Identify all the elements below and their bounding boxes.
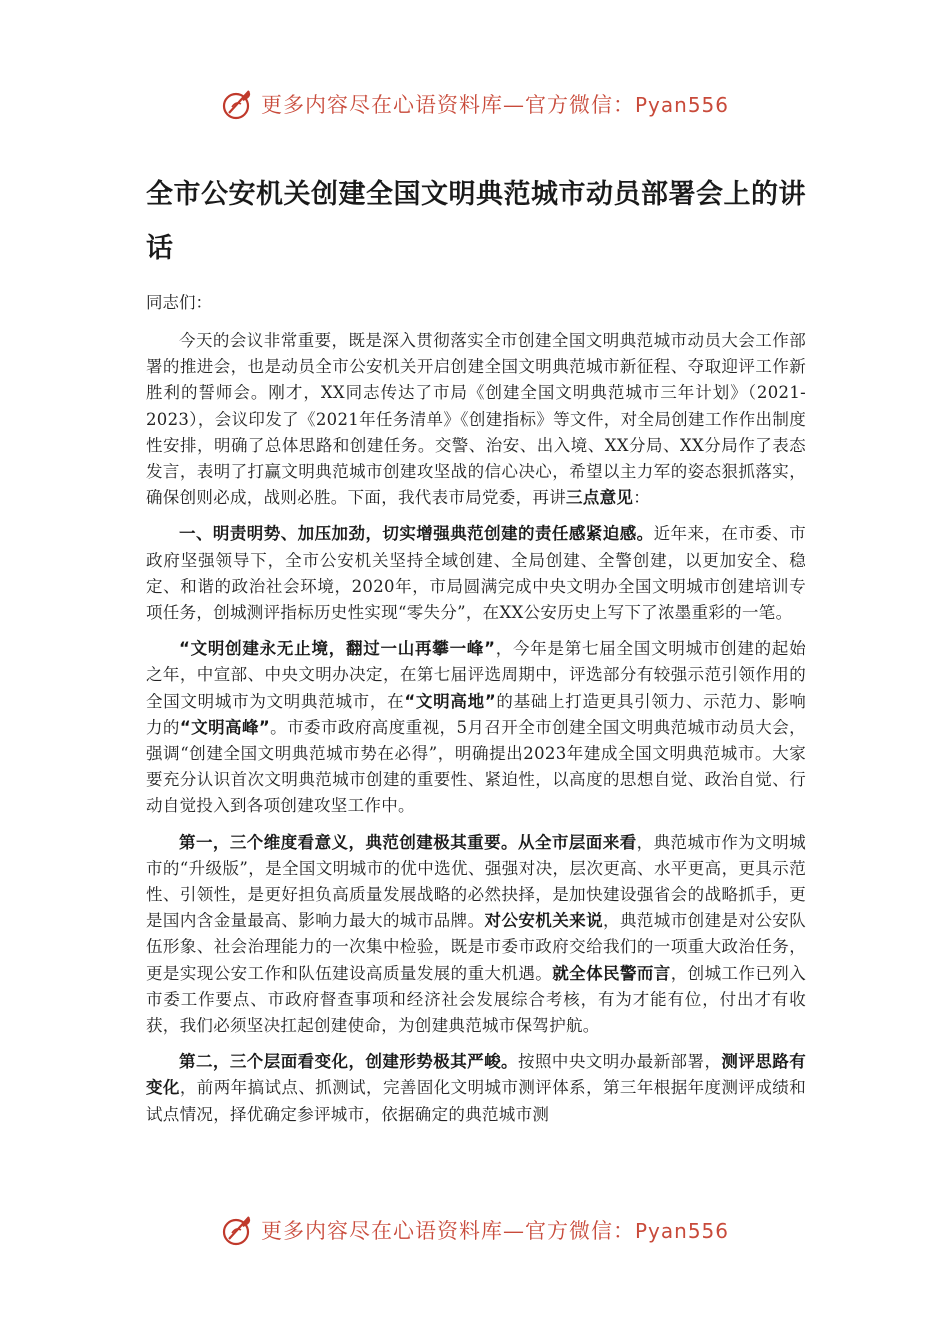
bold-text: 三点意见	[566, 488, 634, 508]
banner-wechat-id: Pyan556	[634, 1219, 729, 1243]
banner-text	[261, 89, 729, 119]
text-run: ，今年是第七届全国文明城市创建的起始之年，中宣部、中央文明办决定，在第七届评选周期中，评选部分有较强示范引领作用的全国文明城市为文明典范城市，在	[146, 639, 807, 711]
paragraph	[146, 1049, 806, 1128]
document-body	[146, 168, 806, 1128]
greeting: 同志们：	[146, 293, 212, 312]
text-run: ，前两年搞试点、抓测试，完善固化文明城市测评体系，第三年根据年度测评成绩和试点情况，择优确定参评城市，依据确定的典范城市测	[146, 1078, 806, 1124]
quill-logo-icon	[221, 87, 255, 121]
text-run: ，典范城市创建是对公安队伍形象、社会治理能力的一次集中检验，既是市委市政府交给我们的一项重大政治任务，更是实现公安工作和队伍建设高质量发展的重大机遇。	[146, 911, 806, 983]
bold-text: 一、明责明势、加压加劲，切实增强典范创建的责任感紧迫感。	[179, 524, 654, 544]
text-run: 按照中央文明办最新部署，	[518, 1052, 722, 1072]
banner-label: 更多内容尽在心语资料库—官方微信：	[260, 1219, 635, 1243]
text-run: 的基础上打造更具引领力、示范力、影响力的	[146, 691, 806, 737]
bold-text: “文明高地”	[404, 691, 496, 711]
text-run: ，典范城市作为文明城市的“升级版”，是全国文明城市的优中选优、强强对决，层次更高、水平更高，更具示范性、引领性，是更好担负高质量发展战略的必然抉择，是加快建设强省会的战略抓手，更是国内含金量最高、影响力最大的城市品牌。	[146, 832, 807, 931]
bold-text: 第一，三个维度看意义，典范创建极其重要。从全市层面来看	[179, 832, 637, 852]
paragraph	[146, 521, 806, 626]
text-run: ：	[633, 488, 651, 508]
quill-logo-icon	[221, 1213, 255, 1247]
paragraph	[146, 328, 806, 511]
text-run: 近年来，在市委、市政府坚强领导下，全市公安机关坚持全域创建、全局创建、全警创建，以更加安全、稳定、和谐的政治社会环境，2020年，市局圆满完成中央文明办全国文明城市创建培训专项任务，创城测评指标历史性实现“零失分”，在XX公安历史上写下了浓墨重彩的一笔。	[146, 524, 806, 623]
banner-label: 更多内容尽在心语资料库—官方微信：	[260, 93, 635, 117]
banner-wechat-id: Pyan556	[634, 93, 729, 117]
paragraph	[146, 830, 806, 1040]
bold-text: 就全体民警而言	[552, 963, 671, 983]
bold-text: 测评思路有变化	[146, 1052, 807, 1098]
bold-text: 第二，三个层面看变化，创建形势极其严峻。	[179, 1052, 518, 1072]
text-run: 今天的会议非常重要，既是深入贯彻落实全市创建全国文明典范城市动员大会工作部署的推进会，也是动员全市公安机关开启创建全国文明典范城市新征程、夺取迎评工作新胜利的誓师会。刚才，XX同志传达了市局《创建全国文明典范城市三年计划》（2021-2023），会议印发了《2021年任务清单》《创建指标》等文件，对全局创建工作作出制度性安排，明确了总体思路和创建任务。交警、治安、出入境、XX分局、XX分局作了表态发言，表明了打赢文明典范城市创建攻坚战的信心决心，希望以主力军的姿态狠抓落实，确保创则必成，战则必胜。下面，我代表市局党委，再讲	[146, 331, 806, 508]
text-run: ，创城工作已列入市委工作要点、市政府督查事项和经济社会发展综合考核，有为才能有位，付出才有收获，我们必须坚决扛起创建使命，为创建典范城市保驾护航。	[146, 963, 806, 1036]
paragraph-list	[146, 328, 806, 1128]
document-title: 全市公安机关创建全国文明典范城市动员部署会上的讲话	[146, 179, 806, 264]
text-run: 。市委市政府高度重视，5月召开全市创建全国文明典范城市动员大会，强调“创建全国文明典范城市势在必得”，明确提出2023年建成全国文明典范城市。大家要充分认识首次文明典范城市创建的重要性、紧迫性，以高度的思想自觉、政治自觉、行动自觉投入到各项创建攻坚工作中。	[146, 717, 806, 816]
bold-text: “文明高峰”	[179, 717, 271, 737]
paragraph	[146, 636, 806, 819]
footer-banner	[0, 1210, 950, 1250]
bold-text: “文明创建永无止境，翻过一山再攀一峰”	[179, 639, 496, 659]
bold-text: 对公安机关来说	[484, 911, 604, 931]
banner-text	[261, 1215, 729, 1245]
header-banner	[0, 84, 950, 124]
